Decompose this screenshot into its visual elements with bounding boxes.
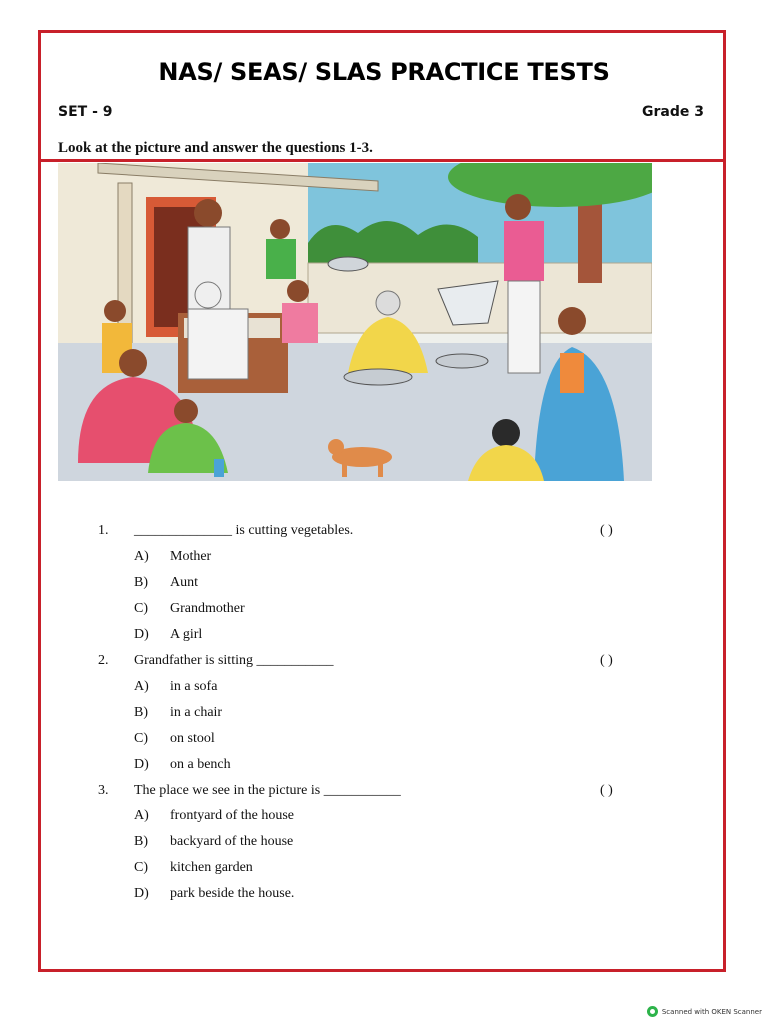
option-letter: A) [134,549,149,564]
option-text: backyard of the house [170,834,294,849]
grade-label: Grade 3 [642,104,704,120]
scanner-logo-icon [647,1006,658,1017]
option-letter: D) [134,627,149,642]
question-text: The place we see in the picture is ___________ [134,783,401,798]
page-title: NAS/ SEAS/ SLAS PRACTICE TESTS [158,58,610,86]
instruction-text: Look at the picture and answer the questions 1-3. [58,140,373,156]
option-letter: C) [134,601,148,616]
answer-bracket[interactable]: ( ) [600,783,613,798]
question-text: ______________ is cutting vegetables. [134,523,354,538]
question-number: 1. [98,523,109,538]
option-letter: C) [134,860,148,875]
scanner-watermark [647,1006,762,1017]
option-letter: B) [134,575,148,590]
option-text: in a sofa [170,679,218,694]
question-number: 2. [98,653,109,668]
question-number: 3. [98,783,109,798]
option-letter: A) [134,808,149,823]
scanner-text: Scanned with OKEN Scanner [661,1007,762,1016]
set-label: SET - 9 [58,104,113,120]
option-text: frontyard of the house [170,808,295,823]
option-text: in a chair [170,705,223,720]
option-letter: D) [134,886,149,901]
option-text: A girl [170,627,203,642]
answer-bracket[interactable]: ( ) [600,523,613,538]
answer-bracket[interactable]: ( ) [600,653,613,668]
option-letter: A) [134,679,149,694]
option-letter: C) [134,731,148,746]
option-letter: B) [134,834,148,849]
option-letter: B) [134,705,148,720]
option-text: Aunt [170,575,198,590]
option-text: on a bench [170,757,231,772]
option-text: park beside the house. [170,886,295,901]
option-text: kitchen garden [170,860,253,875]
option-text: Mother [170,549,212,564]
option-text: on stool [170,731,215,746]
option-letter: D) [134,757,149,772]
question-text: Grandfather is sitting ___________ [134,653,334,668]
option-text: Grandmother [170,601,245,616]
